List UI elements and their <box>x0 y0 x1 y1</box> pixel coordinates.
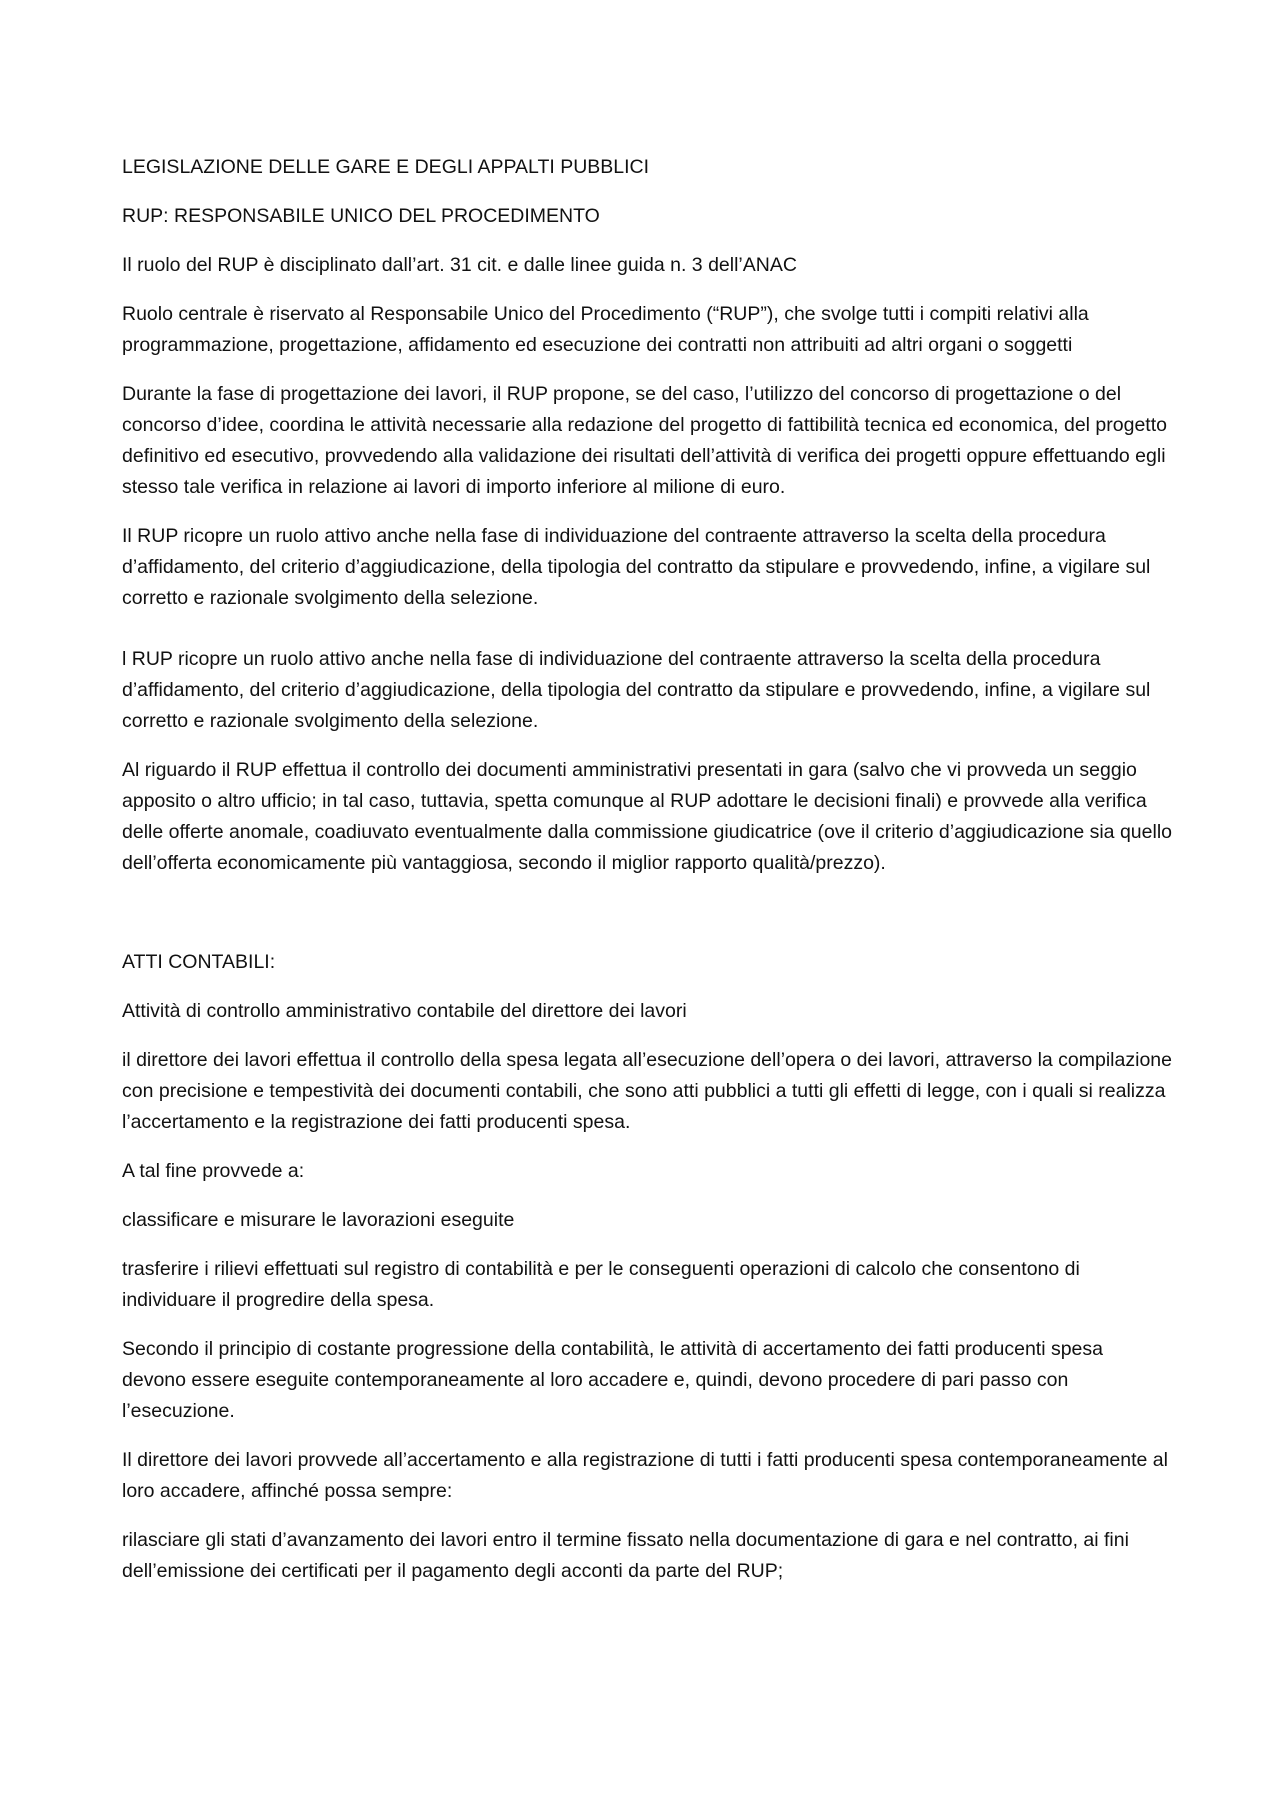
document-title: LEGISLAZIONE DELLE GARE E DEGLI APPALTI PUBBLICI <box>122 156 650 178</box>
paragraph: trasferire i rilievi effettuati sul registro di contabilità e per le conseguenti operazioni di calcolo che consentono di individuare il progredire della spesa. <box>122 1258 1080 1311</box>
paragraph: rilasciare gli stati d’avanzamento dei lavori entro il termine fissato nella documentazione di gara e nel contratto, ai fini dell’emissione dei certificati per il pagamento degli acconti da parte del RUP; <box>122 1529 1129 1582</box>
paragraph: Il RUP ricopre un ruolo attivo anche nella fase di individuazione del contraente attraverso la scelta della procedura d’affidamento, del criterio d’aggiudicazione, della tipologia del contratto da stipulare e provvedendo, infine, a vigilare sul corretto e razionale svolgimento della selezione. <box>122 525 1151 609</box>
document-subtitle: RUP: RESPONSABILE UNICO DEL PROCEDIMENTO <box>122 205 600 227</box>
paragraph: Durante la fase di progettazione dei lavori, il RUP propone, se del caso, l’utilizzo del concorso di progettazione o del concorso d’idee, coordina le attività necessarie alla redazione del progetto di fattibilità tecnica ed economica, del progetto definitivo ed esecutivo, provvedendo alla validazione dei risultati dell’attività di verifica dei progetti oppure effettuando egli stesso tale verifica in relazione ai lavori di importo inferiore al milione di euro. <box>122 383 1167 498</box>
paragraph: Il ruolo del RUP è disciplinato dall’art. 31 cit. e dalle linee guida n. 3 dell’ANAC <box>122 254 797 276</box>
paragraph: Al riguardo il RUP effettua il controllo dei documenti amministrativi presentati in gara (salvo che vi provveda un seggio apposito o altro ufficio; in tal caso, tuttavia, spetta comunque al RUP adottare le decisioni finali) e provvede alla verifica delle offerte anomale, coadiuvato eventualmente dalla commissione giudicatrice (ove il criterio d’aggiudicazione sia quello dell’offerta economicamente più vantaggiosa, secondo il miglior rapporto qualità/prezzo). <box>122 759 1172 874</box>
paragraph: Secondo il principio di costante progressione della contabilità, le attività di accertamento dei fatti producenti spesa devono essere eseguite contemporaneamente al loro accadere e, quindi, devono procedere di pari passo con l’esecuzione. <box>122 1338 1103 1422</box>
paragraph: A tal fine provvede a: <box>122 1160 305 1182</box>
paragraph: Il direttore dei lavori provvede all’accertamento e alla registrazione di tutti i fatti producenti spesa contemporaneamente al loro accadere, affinché possa sempre: <box>122 1449 1168 1502</box>
spacer <box>122 897 1172 947</box>
document-page <box>122 152 1172 1605</box>
paragraph: Ruolo centrale è riservato al Responsabile Unico del Procedimento (“RUP”), che svolge tutti i compiti relativi alla programmazione, progettazione, affidamento ed esecuzione dei contratti non attribuiti ad altri organi o soggetti <box>122 303 1089 356</box>
paragraph: Attività di controllo amministrativo contabile del direttore dei lavori <box>122 1000 687 1022</box>
paragraph: classificare e misurare le lavorazioni eseguite <box>122 1209 515 1231</box>
spacer <box>122 632 1172 644</box>
paragraph: il direttore dei lavori effettua il controllo della spesa legata all’esecuzione dell’opera o dei lavori, attraverso la compilazione con precisione e tempestività dei documenti contabili, che sono atti pubblici a tutti gli effetti di legge, con i quali si realizza l’accertamento e la registrazione dei fatti producenti spesa. <box>122 1049 1172 1133</box>
paragraph: l RUP ricopre un ruolo attivo anche nella fase di individuazione del contraente attraverso la scelta della procedura d’affidamento, del criterio d’aggiudicazione, della tipologia del contratto da stipulare e provvedendo, infine, a vigilare sul corretto e razionale svolgimento della selezione. <box>122 648 1151 732</box>
section-title: ATTI CONTABILI: <box>122 951 276 973</box>
